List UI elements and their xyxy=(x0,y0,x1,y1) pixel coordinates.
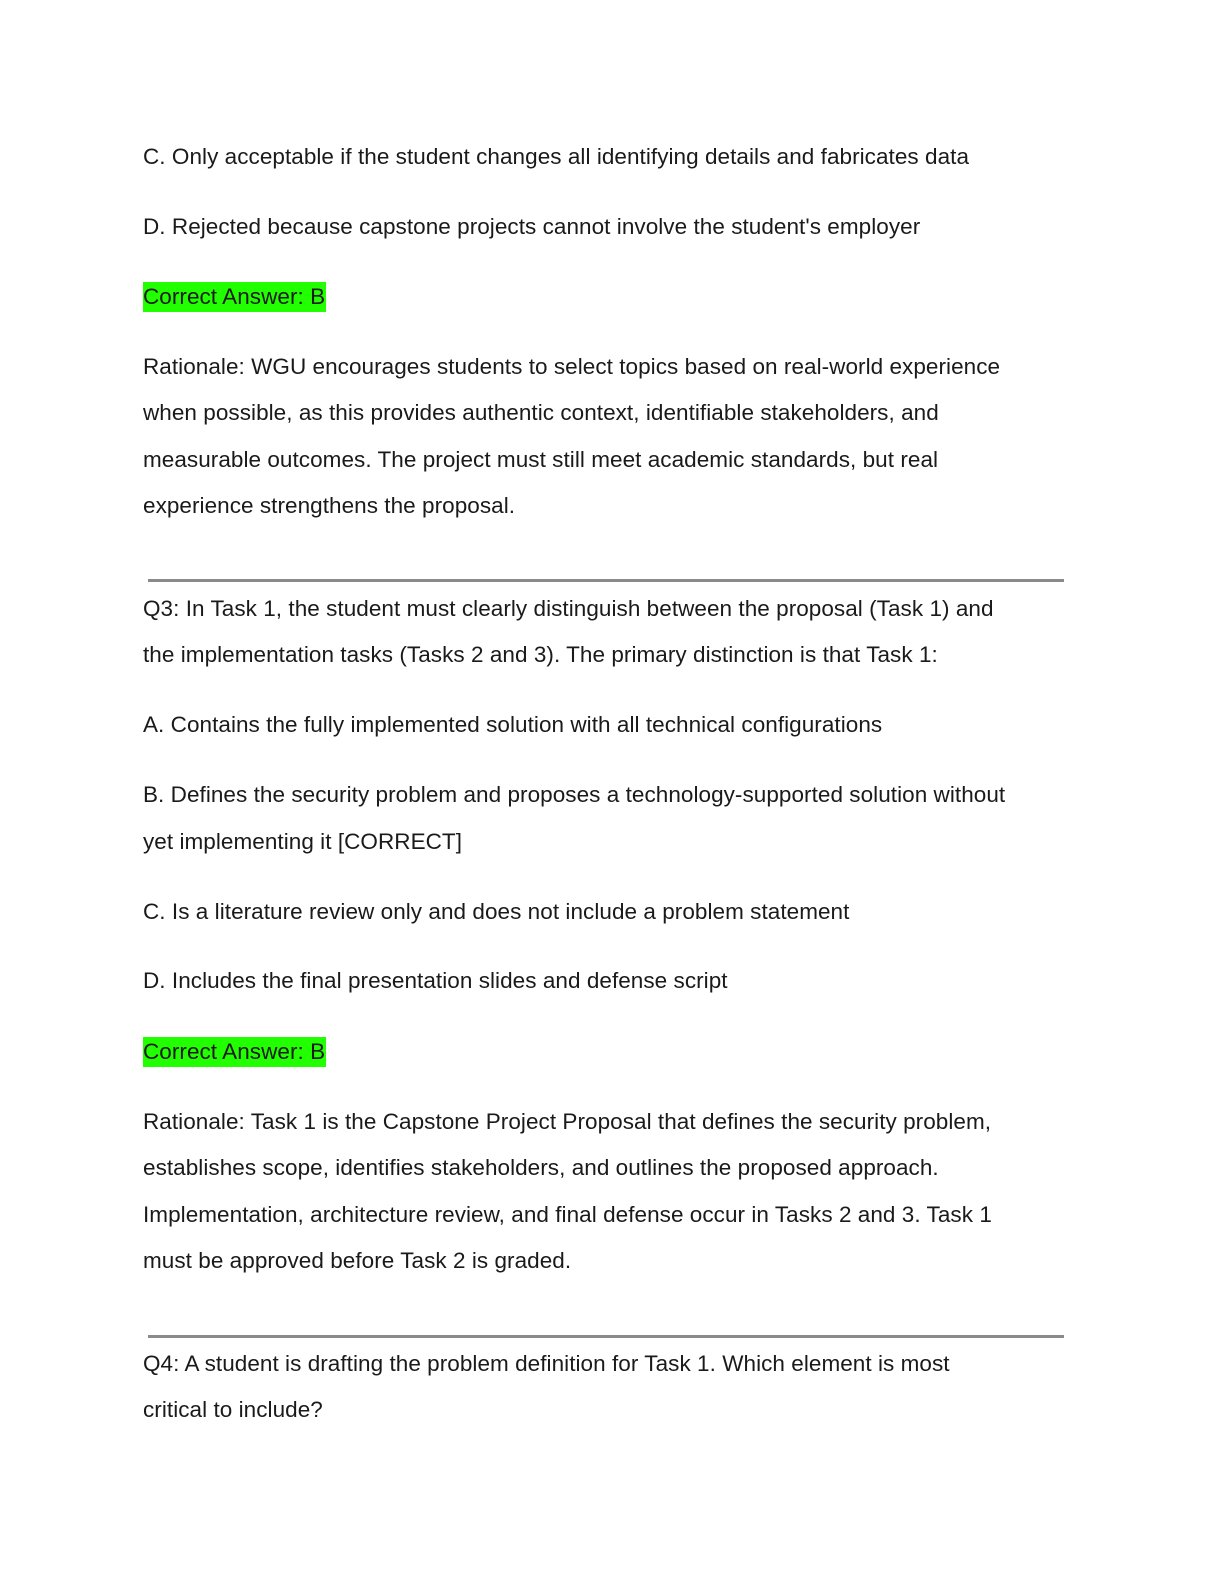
q3-option-d: D. Includes the final presentation slides and defense script xyxy=(143,968,728,993)
q3-option-c: C. Is a literature review only and does not include a problem statement xyxy=(143,899,850,924)
q2-rationale-line: experience strengthens the proposal. xyxy=(143,493,516,518)
q2-rationale-line: measurable outcomes. The project must still meet academic standards, but real xyxy=(143,447,939,472)
q3-option-a: A. Contains the fully implemented solution with all technical configurations xyxy=(143,712,883,737)
q2-rationale-line: Rationale: WGU encourages students to select topics based on real-world experience xyxy=(143,354,1001,379)
q2-option-c: C. Only acceptable if the student changes all identifying details and fabricates data xyxy=(143,144,970,169)
q3-correct-answer xyxy=(143,1037,326,1067)
q3-rationale-line: establishes scope, identifies stakeholders, and outlines the proposed approach. xyxy=(143,1155,939,1180)
q3-rationale-line: must be approved before Task 2 is graded. xyxy=(143,1248,572,1273)
q3-option-b-line: yet implementing it [CORRECT] xyxy=(143,829,463,854)
q3-question-line: Q3: In Task 1, the student must clearly distinguish between the proposal (Task 1) and xyxy=(143,596,994,621)
q3-question-line: the implementation tasks (Tasks 2 and 3). The primary distinction is that Task 1: xyxy=(143,642,938,667)
q2-rationale-line: when possible, as this provides authentic context, identifiable stakeholders, and xyxy=(143,400,939,425)
q3-rationale-line: Implementation, architecture review, and final defense occur in Tasks 2 and 3. Task 1 xyxy=(143,1202,992,1227)
q4-question-line: Q4: A student is drafting the problem definition for Task 1. Which element is most xyxy=(143,1351,950,1376)
section-divider xyxy=(148,579,1064,582)
q3-option-b-line: B. Defines the security problem and proposes a technology-supported solution without xyxy=(143,782,1006,807)
q2-correct-answer-highlight: Correct Answer: B xyxy=(143,282,326,312)
q3-rationale-line: Rationale: Task 1 is the Capstone Project Proposal that defines the security problem, xyxy=(143,1109,992,1134)
section-divider xyxy=(148,1335,1064,1338)
q2-correct-answer xyxy=(143,282,326,312)
q2-option-d: D. Rejected because capstone projects cannot involve the student's employer xyxy=(143,214,921,239)
q3-correct-answer-highlight: Correct Answer: B xyxy=(143,1037,326,1067)
q4-question-line: critical to include? xyxy=(143,1397,323,1422)
